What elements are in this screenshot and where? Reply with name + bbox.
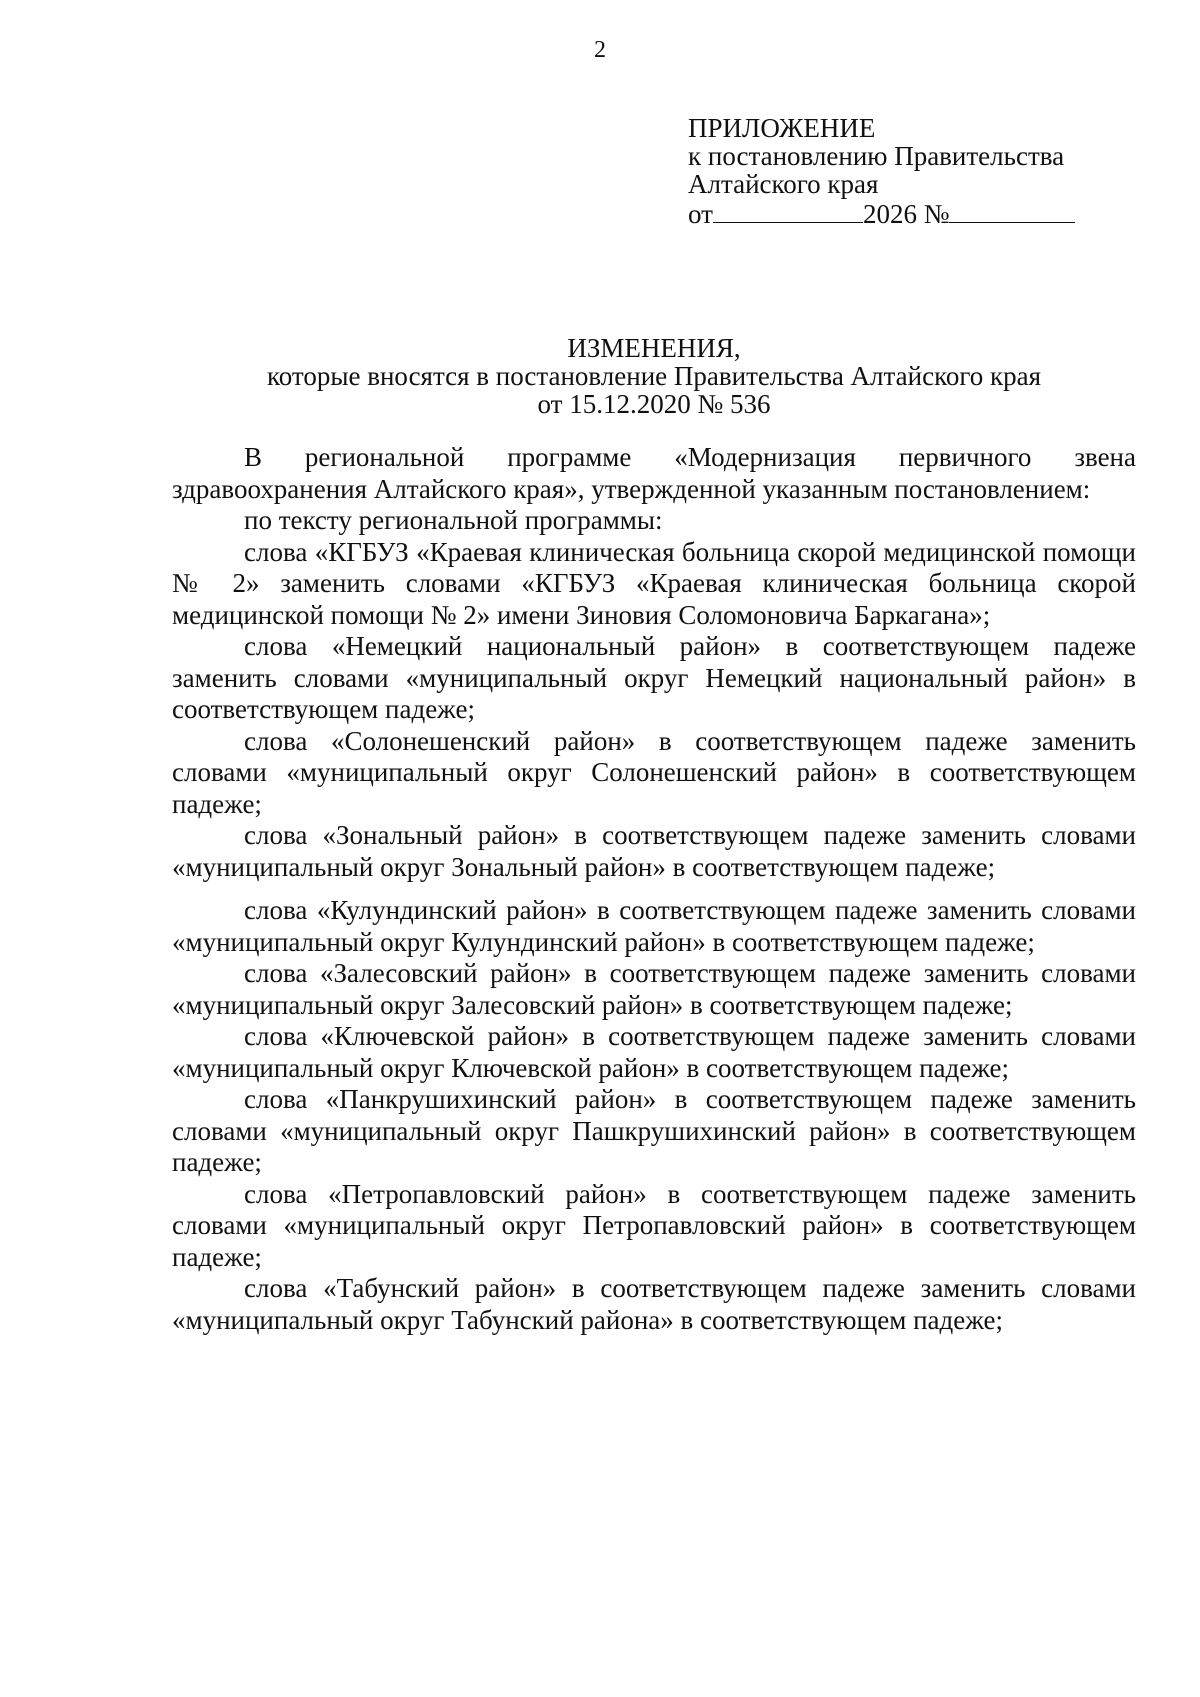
paragraph-pankrushikhinsky: слова «Панкрушихинский район» в соответствующем падеже заменить словами «муниципальный округ Пашкрушихинский район» в соответствующем падеже; [172,1084,1136,1177]
paragraph-kulundinsky: слова «Кулундинский район» в соответствующем падеже заменить словами «муниципальный округ Кулундинский район» в соответствующем падеже; [172,895,1136,957]
paragraph-tabunsky: слова «Табунский район» в соответствующем падеже заменить словами «муниципальный округ Табунский района» в соответствующем падеже; [172,1273,1136,1335]
appendix-line-2: Алтайского края [688,169,879,199]
heading-line-1: которые вносятся в постановление Правительства Алтайского края [266,361,1041,391]
heading-title: ИЗМЕНЕНИЯ, [567,333,741,363]
appendix-line-1: к постановлению Правительства [688,141,1065,171]
paragraph-zalesovsky: слова «Залесовский район» в соответствующем падеже заменить словами «муниципальный округ Залесовский район» в соответствующем падеже; [172,958,1136,1020]
paragraph-text-scope: по тексту региональной программы: [244,505,663,535]
paragraph-petropavlovsky: слова «Петропавловский район» в соответствующем падеже заменить словами «муниципальный округ Петропавловский район» в соответствующем падеже; [172,1178,1136,1272]
appendix-block [688,114,1128,228]
date-blank [713,198,863,223]
paragraph-nemetsky: слова «Немецкий национальный район» в соответствующем падеже заменить словами «муниципальный округ Немецкий национальный район» в соответствующем падеже; [172,631,1136,724]
paragraph-soloneshensky: слова «Солонешенский район» в соответствующем падеже заменить словами «муниципальный округ Солонешенский район» в соответствующем падеже; [172,725,1136,819]
page-number: 2 [594,37,606,63]
document-body [172,442,1136,1336]
paragraph-intro: В региональной программе «Модернизация первичного звена здравоохранения Алтайского края», утвержденной указанным постановлением: [172,442,1136,504]
document-heading [172,334,1136,418]
appendix-title: ПРИЛОЖЕНИЕ [688,113,876,143]
paragraph-klyuchevskoy: слова «Ключевской район» в соответствующем падеже заменить словами «муниципальный округ Ключевской район» в соответствующем падеже; [172,1021,1136,1083]
appendix-date-line [688,198,1128,228]
heading-line-2: от 15.12.2020 № 536 [537,389,771,419]
paragraph-hospital: слова «КГБУЗ «Краевая клиническая больница скорой медицинской помощи № 2» заменить словами «КГБУЗ «Краевая клиническая больница скорой медицинской помощи № 2» имени Зиновия Соломоновича Баркагана»; [172,536,1136,630]
number-blank [949,198,1075,223]
date-prefix: от [688,199,713,229]
year-number-label: 2026 № [862,199,950,229]
paragraph-zonalny: слова «Зональный район» в соответствующем падеже заменить словами «муниципальный округ Зональный район» в соответствующем падеже; [172,820,1136,882]
